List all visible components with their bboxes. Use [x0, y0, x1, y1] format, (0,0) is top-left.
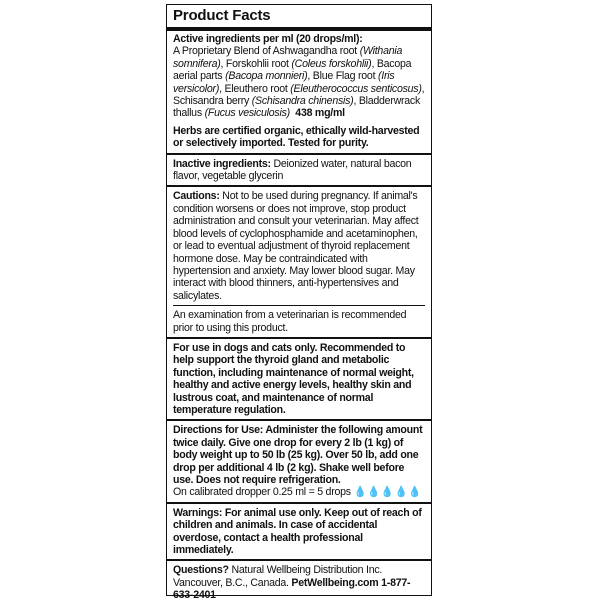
phone-number: 1-877-633-2401: [173, 576, 411, 602]
panel-title: Product Facts: [173, 7, 271, 24]
active-ingredients-text: [173, 45, 425, 119]
ingredient-text: , Bacopa aerial parts: [173, 57, 412, 83]
ingredient-text: , Schisandra berry: [173, 82, 425, 108]
active-ingredients-heading: Active ingredients per ml (20 drops/ml):: [173, 33, 363, 45]
cautions-heading: Cautions:: [173, 190, 220, 203]
divider: [167, 419, 431, 421]
questions-heading: Questions?: [173, 564, 229, 577]
use-note: For use in dogs and cats only. Recommended to help support the thyroid gland and metabolic function, including maintenance of normal weight, healthy and active energy levels, healthy skin and lustrous coat, and maintenance of normal temperature regulation.: [173, 341, 414, 416]
warnings: [173, 507, 425, 557]
dropper-info: [173, 486, 425, 498]
water-drop-icon: 💧💧💧💧💧: [353, 486, 422, 499]
ingredient-text: , Forskohlii root: [220, 57, 292, 70]
ingredient-latin: (Coleus forskohlii): [291, 57, 372, 70]
ingredient-latin: (Schisandra chinensis): [251, 95, 354, 108]
herbs-note: Herbs are certified organic, ethically wild-harvested or selectively imported. Tested for purity.: [173, 124, 420, 150]
ingredient-latin: (Iris versicolor): [173, 70, 395, 95]
questions-text: Natural Wellbeing Distribution Inc. Vancouver, B.C., Canada.: [173, 564, 383, 589]
website-link[interactable]: PetWellbeing.com: [291, 576, 379, 589]
ingredient-latin: (Eleutherococcus senticosus): [290, 82, 422, 95]
divider: [167, 502, 431, 504]
divider: [167, 559, 431, 561]
divider: [167, 337, 431, 339]
divider: [167, 185, 431, 187]
dropper-text: On calibrated dropper 0.25 ml = 5 drops: [173, 486, 354, 499]
directions-text: Directions for Use: Administer the following amount twice daily. Give one drop for every 2 lb (1 kg) of body weight up to 50 lb (25 kg). Over 50 lb, add one drop per additional 4 lb (2 kg). Shake well before use. Does not require refrigeration.: [173, 424, 423, 486]
divider: [173, 305, 425, 306]
ingredient-latin: (Bacopa monnieri): [225, 70, 308, 83]
ingredient-text: A Proprietary Blend of Ashwagandha root: [173, 45, 360, 58]
inactive-heading: Inactive ingredients:: [173, 157, 271, 170]
ingredient-text: , Blue Flag root: [307, 70, 378, 83]
inactive-ingredients: [173, 158, 425, 183]
ingredient-text: , Bladderwrack thallus: [173, 95, 421, 120]
inactive-text: Deionized water, natural bacon flavor, vegetable glycerin: [173, 157, 412, 183]
cautions: [173, 190, 425, 302]
blend-amount: 438 mg/ml: [295, 107, 345, 120]
cautions-text: Not to be used during pregnancy. If animal's condition worsens or does not improve, stop product administration and consult your veterinarian. May affect blood levels of cyclophosphamide and acetaminophen, or lead to eventual adjustment of thyroid replacement hormone dose. May be contraindicated with hypertension and anxiety. May lower blood sugar. May interact with blood thinners, anti-hypertensives and salicylates.: [173, 190, 419, 302]
divider: [167, 153, 431, 155]
warnings-text: For animal use only. Keep out of reach of children and animals. In case of accidental overdose, contact a health professional immediately.: [173, 506, 422, 557]
ingredient-latin: (Fucus vesiculosis): [204, 107, 290, 120]
questions: [173, 564, 425, 601]
ingredient-latin: (Withania somnifera): [173, 45, 403, 70]
divider: [167, 27, 431, 31]
active-ingredients-section: [173, 33, 425, 150]
exam-note: An examination from a veterinarian is recommended prior to using this product.: [173, 309, 407, 334]
warnings-heading: Warnings:: [173, 506, 223, 519]
product-facts-panel: [166, 4, 432, 602]
ingredient-text: , Eleuthero root: [219, 82, 291, 95]
